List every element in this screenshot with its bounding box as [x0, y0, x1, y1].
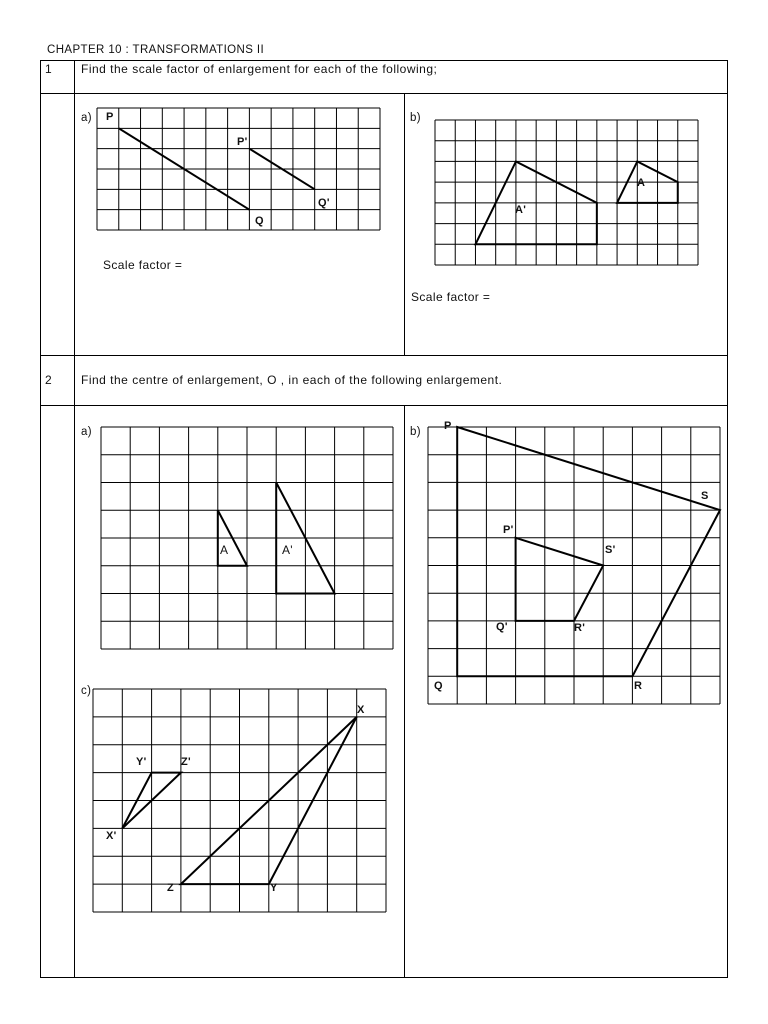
part-label-2a: a) [81, 426, 93, 438]
point-label-x: X [357, 704, 365, 716]
question-1a-cell [74, 93, 405, 356]
grid-figure-2a [101, 427, 393, 649]
point-label-p-prime: P' [237, 136, 248, 148]
chapter-title: CHAPTER 10 : TRANSFORMATIONS II [47, 44, 265, 56]
question-1-parts-number-cell [40, 93, 75, 356]
part-label-1a: a) [81, 112, 93, 124]
question-2-number-cell [40, 355, 75, 406]
point-label-r-prime: R' [574, 622, 586, 634]
point-label-q: Q [255, 215, 264, 227]
point-label-s-prime: S' [605, 544, 616, 556]
point-label-p: P [444, 420, 452, 432]
grid-2c [93, 689, 386, 912]
grid-figure-2b [428, 420, 720, 704]
grid-figure-1b [435, 120, 698, 265]
quadrilateral-p-prime-q-prime-r-prime-s-prime [516, 538, 604, 621]
point-label-p-prime: P' [503, 524, 514, 536]
part-label-1b: b) [410, 112, 422, 124]
question-2b-cell [404, 405, 728, 978]
question-1-prompt-cell [74, 60, 728, 94]
shape-label-a: A [637, 177, 646, 189]
point-label-q-prime: Q' [318, 197, 330, 209]
question-2-prompt: Find the centre of enlargement, O , in each of the following enlargement. [81, 373, 503, 387]
scale-factor-answer-1b: Scale factor = [411, 290, 491, 304]
worksheet-table [40, 60, 728, 978]
shape-label-a: A [220, 543, 229, 557]
grid-lines [428, 427, 720, 704]
grid-figure-2c [93, 689, 386, 912]
question-1-number-cell [40, 60, 75, 94]
point-label-z-prime: Z' [181, 756, 191, 768]
question-1-number: 1 [45, 62, 53, 76]
question-1b-cell [404, 93, 728, 356]
point-label-y-prime: Y' [136, 756, 147, 768]
grid-lines [97, 108, 380, 230]
grid-figure-1a [97, 108, 380, 230]
question-2-number: 2 [45, 373, 53, 387]
grid-lines [435, 120, 698, 265]
point-label-q-prime: Q' [496, 621, 508, 633]
question-2-parts-number-cell [40, 405, 75, 978]
question-1-prompt: Find the scale factor of enlargement for each of the following; [81, 62, 438, 76]
point-label-p: P [106, 111, 114, 123]
grid-2b [428, 427, 720, 704]
part-label-2b: b) [410, 426, 422, 438]
question-2-prompt-cell [74, 355, 728, 406]
point-label-q: Q [434, 680, 443, 692]
grid-1a [97, 108, 380, 230]
grid-lines [101, 427, 393, 649]
point-label-x-prime: X' [106, 830, 117, 842]
point-label-z: Z [167, 882, 175, 894]
grid-2a [101, 427, 393, 649]
point-label-r: R [634, 680, 643, 692]
point-label-s: S [701, 490, 709, 502]
quadrilateral-pqrs [457, 427, 720, 676]
part-label-2c: c) [81, 685, 92, 697]
grid-1b [435, 120, 698, 265]
scale-factor-answer-1a: Scale factor = [103, 258, 183, 272]
question-2a-2c-cell [74, 405, 405, 978]
shape-label-a-prime: A' [282, 543, 293, 557]
shape-label-a-prime: A' [515, 204, 527, 216]
point-label-y: Y [270, 882, 278, 894]
